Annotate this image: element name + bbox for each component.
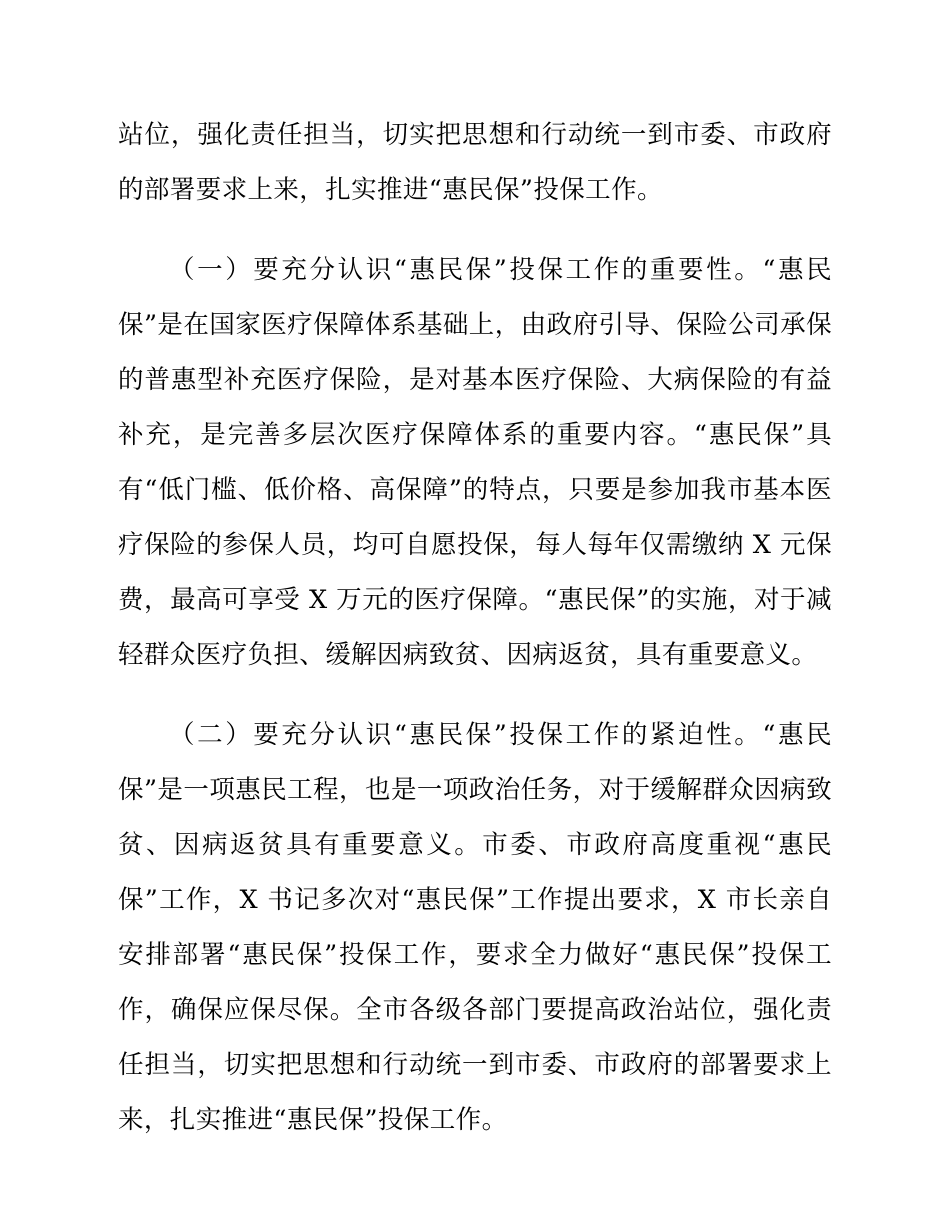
- paragraph-continued: 站位，强化责任担当，切实把思想和行动统一到市委、市政府的部署要求上来，扎实推进“惠民保”投保工作。: [118, 120, 832, 205]
- paragraph-section-two: （二）要充分认识“惠民保”投保工作的紧迫性。“惠民保”是一项惠民工程，也是一项政治任务，对于缓解群众因病致贫、因病返贫具有重要意义。市委、市政府高度重视“惠民保”工作，X 书记多次对“惠民保”工作提出要求，X 市长亲自安排部署“惠民保”投保工作，要求全力做好“惠民保”投保工作，确保应保尽保。全市各级各部门要提高政治站位，强化责任担当，切实把思想和行动统一到市委、市政府的部署要求上来，扎实推进“惠民保”投保工作。: [118, 720, 832, 1135]
- paragraph-section-one: （一）要充分认识“惠民保”投保工作的重要性。“惠民保”是在国家医疗保障体系基础上，由政府引导、保险公司承保的普惠型补充医疗保险，是对基本医疗保险、大病保险的有益补充，是完善多层次医疗保障体系的重要内容。“惠民保”具有“低门槛、低价格、高保障”的特点，只要是参加我市基本医疗保险的参保人员，均可自愿投保，每人每年仅需缴纳 X 元保费，最高可享受 X 万元的医疗保障。“惠民保”的实施，对于减轻群众医疗负担、缓解因病致贫、因病返贫，具有重要意义。: [118, 255, 832, 670]
- document-body: [118, 108, 832, 1148]
